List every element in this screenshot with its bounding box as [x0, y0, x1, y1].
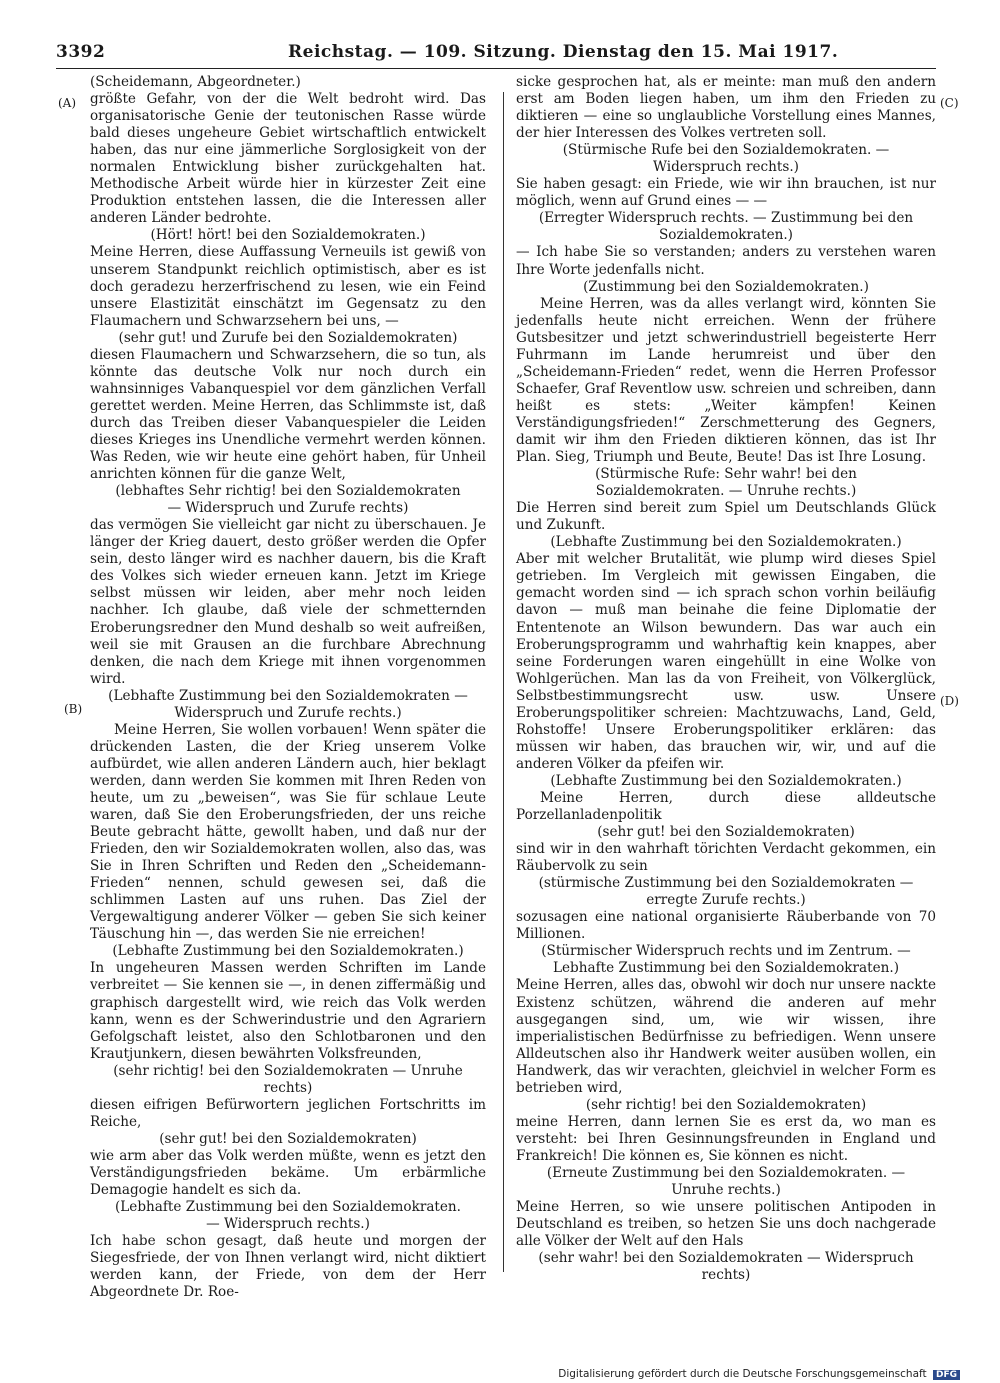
paragraph: sozusagen eine national organisierte Räuberbande von 70 Millionen. — [516, 909, 936, 943]
right-column — [516, 74, 936, 1284]
paragraph: wie arm aber das Volk werden müßte, wenn es jetzt den Verständigungsfrieden bekäme. Um erbärmliche Demagogie handelt es sich da. — [90, 1147, 486, 1199]
paragraph: diesen eifrigen Befürwortern jeglichen Fortschritts im Reiche, — [90, 1096, 486, 1130]
footer-credit — [558, 1368, 960, 1380]
running-title: Reichstag. — 109. Sitzung. Dienstag den 15. Mai 1917. — [288, 42, 839, 62]
header-rule — [56, 68, 936, 69]
dfg-logo: DFG — [933, 1370, 960, 1380]
page-header — [56, 42, 932, 68]
paragraph: Meine Herren, diese Auffassung Verneuils ist gewiß von unserem Standpunkt reichlich optimistisch, aber es ist doch geradezu herzerfrischend zu lesen, wie ein Feind unsere Elastizität einschätzt im Gegensatz zu den Flaumachern und Schwarzsehern bei uns, — — [90, 244, 486, 329]
paragraph: Meine Herren, durch diese alldeutsche Porzellanladenpolitik — [516, 789, 936, 824]
margin-mark-b: (B) — [64, 702, 83, 716]
interjection: (Lebhafte Zustimmung bei den Sozialdemokraten. — Widerspruch rechts.) — [114, 1199, 462, 1233]
interjection: (Stürmischer Widerspruch rechts und im Zentrum. — Lebhafte Zustimmung bei den Sozialdemokraten.) — [541, 943, 911, 977]
interjection: (Lebhafte Zustimmung bei den Sozialdemokraten — Widerspruch und Zurufe rechts.) — [108, 687, 468, 721]
margin-mark-d: (D) — [940, 694, 959, 708]
interjection: (sehr richtig! bei den Sozialdemokraten — Unruhe rechts) — [113, 1062, 463, 1096]
paragraph: diesen Flaumachern und Schwarzsehern, die so tun, als könnte das deutsche Volk nur noch durch ein wahnsinniges Vabanquespiel vor dem gänzlichen Verfall gerettet werden. Meine Herren, das Schlimmste ist, daß durch das Treiben dieser Vabanquespieler die Leiden dieses Krieges ins Unendliche vermehrt werden können. Was Reden, wie wir heute eine gehört haben, für Unheil anrichten können für die ganze Welt, — [90, 346, 486, 483]
interjection: (stürmische Zustimmung bei den Sozialdemokraten — erregte Zurufe rechts.) — [538, 875, 914, 909]
left-column — [90, 74, 486, 1301]
interjection: (Erregter Widerspruch rechts. — Zustimmung bei den Sozialdemokraten.) — [538, 210, 914, 244]
interjection: (sehr wahr! bei den Sozialdemokraten — Widerspruch rechts) — [538, 1250, 914, 1284]
paragraph: Meine Herren, alles das, obwohl wir doch nur unsere nackte Existenz schützen, während die anderen auf mehr ausgegangen sind, um, wie wir wissen, ihre imperialistischen Bedürfnisse zu befriedigen. Wenn unsere Alldeutschen also ihr Handwerk weiter ausüben wollen, ein Handwerk, das wir verachten, gleichviel in welcher Form es betrieben wird, — [516, 977, 936, 1096]
paragraph: größte Gefahr, von der die Welt bedroht wird. Das organisatorische Genie der teutonischen Rasse würde bald dieses ungeheure Gebiet wirtschaftlich entwickelt haben, das nur eine jämmerliche Sorglosigkeit von der normalen Entwicklung bisher zurückgehalten hat. Methodische Arbeit würde hier in kürzester Zeit eine Produktion entstehen lassen, die die Interessen aller anderen Länder bedrohte. — [90, 91, 486, 227]
interjection: (sehr gut! und Zurufe bei den Sozialdemokraten) — [118, 329, 458, 346]
paragraph: Ich habe schon gesagt, daß heute und morgen der Siegesfriede, der von Ihnen verlangt wird, nicht diktiert werden kann, der Friede, von dem der Herr Abgeordnete Dr. Roe- — [90, 1233, 486, 1301]
paragraph: Meine Herren, so wie unsere politischen Antipoden in Deutschland es treiben, so hetzen Sie uns doch nachgerade alle Völker der Welt auf den Hals — [516, 1199, 936, 1250]
paragraph: sicke gesprochen hat, als er meinte: man muß den andern erst am Boden liegen haben, um ihm den Frieden zu diktieren — eine so unglaubliche Vorstellung eines Mannes, der hier Interessen des Volkes vertreten soll. — [516, 74, 936, 142]
interjection: (Erneute Zustimmung bei den Sozialdemokraten. — Unruhe rechts.) — [546, 1165, 906, 1199]
speaker-tag: (Scheidemann, Abgeordneter.) — [90, 74, 301, 90]
interjection: (Lebhafte Zustimmung bei den Sozialdemokraten.) — [550, 772, 902, 789]
interjection: (sehr gut! bei den Sozialdemokraten) — [597, 824, 855, 841]
paragraph: Aber mit welcher Brutalität, wie plump wird dieses Spiel getrieben. Im Vergleich mit gewissen Eingaben, die gemacht worden sind — ich sprach schon vorhin beiläufig davon — muß man beinahe die feine Diplomatie der Ententenote an Wilson bewundern. Das war auch ein Eroberungsprogramm und wahrhaftig kein knappes, aber seine Forderungen waren eingehüllt in eine Wolke von Wohlgerüchen. Man las da von Freiheit, von Völkerglück, Selbstbestimmungsrecht usw. usw. Unsere Eroberungspolitiker schreien: Machtzuwachs, Land, Geld, Rohstoffe! Unsere Eroberungspolitiker erklären: das müssen wir haben, das brauchen wir, wir, und auf die anderen Völker da pfeifen wir. — [516, 551, 936, 772]
footer-text: Digitalisierung gefördert durch die Deutsche Forschungsgemeinschaft — [558, 1368, 927, 1380]
interjection: (Zustimmung bei den Sozialdemokraten.) — [583, 278, 869, 295]
margin-mark-c: (C) — [940, 96, 959, 110]
paragraph: sind wir in den wahrhaft törichten Verdacht gekommen, ein Räubervolk zu sein — [516, 841, 936, 875]
interjection: (Lebhafte Zustimmung bei den Sozialdemokraten.) — [550, 534, 902, 551]
interjection: (Stürmische Rufe: Sehr wahr! bei den Sozialdemokraten. — Unruhe rechts.) — [595, 466, 857, 500]
paragraph: Meine Herren, was da alles verlangt wird, könnten Sie jedenfalls heute nicht erreichen. Wenn der frühere Gutsbesitzer und jetzt schwerindustriell begeisterte Herr Fuhrmann im Lande herumreist und über den „Scheidemann-Frieden“ redet, wenn die Herren Professor Schaefer, Graf Reventlow usw. schreien und schreiben, dann heißt es stets: „Weiter kämpfen! Keinen Verständigungsfrieden!“ Zerschmetterung des Gegners, damit wir ihm den Frieden diktieren können, das ist Ihr Plan. Sieg, Triumph und Beute, Beute! Das ist Ihre Losung. — [516, 295, 936, 466]
paragraph: — Ich habe Sie so verstanden; anders zu verstehen waren Ihre Worte jedenfalls nicht. — [516, 244, 936, 278]
paragraph: Meine Herren, Sie wollen vorbauen! Wenn später die drückenden Lasten, die der Krieg unserem Volke aufbürdet, wie allen anderen Ländern auch, hier beklagt werden, dann werden Sie kommen mit Ihren Reden von heute, um zu „beweisen“, was Sie für schlaue Leute waren, daß Sie den Eroberungsfrieden, der uns reiche Beute gebracht hätte, gewollt haben, und daß nur der Frieden, den wir Sozialdemokraten wollen, also das, was Sie in Ihren Schriften und Reden den „Scheidemann-Frieden“ nennen, schuld gewesen sei, daß die schlimmen Lasten auf uns ruhen. Das Ziel der Vergewaltigung anderer Völker — geben Sie sich keiner Täuschung hin —, das werden Sie nie erreichen! — [90, 721, 486, 943]
interjection: (sehr richtig! bei den Sozialdemokraten) — [585, 1096, 867, 1113]
interjection: (Stürmische Rufe bei den Sozialdemokraten. — Widerspruch rechts.) — [562, 142, 890, 176]
column-divider — [503, 92, 504, 1272]
interjection: (lebhaftes Sehr richtig! bei den Sozialdemokraten — Widerspruch und Zurufe rechts) — [115, 483, 461, 517]
margin-mark-a: (A) — [58, 96, 77, 110]
page-number: 3392 — [56, 42, 106, 62]
paragraph: In ungeheuren Massen werden Schriften im Lande verbreitet — Sie kennen sie —, in denen ziffermäßig und graphisch dargestellt wird, wie reich das Volk werden kann, wenn es der Schwerindustrie und den Agrariern Gefolgschaft leistet, also den Schlotbaronen und den Krautjunkern, diesen bewährten Volksfreunden, — [90, 960, 486, 1062]
interjection: (sehr gut! bei den Sozialdemokraten) — [159, 1130, 417, 1147]
paragraph: meine Herren, dann lernen Sie es erst da, wo man es versteht: bei Ihren Gesinnungsfreunden in England und Frankreich! Die können es, Sie können es nicht. — [516, 1113, 936, 1164]
paragraph: das vermögen Sie vielleicht gar nicht zu überschauen. Je länger der Krieg dauert, desto größer werden die Opfer sein, desto länger wird es nachher dauern, bis die Kraft des Volkes sich wieder erneuen kann. Jetzt im Kriege selbst müssen wir leiden, aber mehr noch leiden nachher. Ich glaube, daß viele der schmetternden Eroberungsredner den Mund deshalb so weit aufreißen, weil sie mit Grausen an die furchbare Abrechnung denken, die nach dem Kriege mit ihnen vorgenommen wird. — [90, 517, 486, 687]
paragraph: Sie haben gesagt: ein Friede, wie wir ihn brauchen, ist nur möglich, wenn auf Grund eines — — — [516, 176, 936, 210]
paragraph: Die Herren sind bereit zum Spiel um Deutschlands Glück und Zukunft. — [516, 500, 936, 534]
interjection: (Lebhafte Zustimmung bei den Sozialdemokraten.) — [112, 943, 464, 960]
interjection: (Hört! hört! bei den Sozialdemokraten.) — [150, 227, 426, 244]
